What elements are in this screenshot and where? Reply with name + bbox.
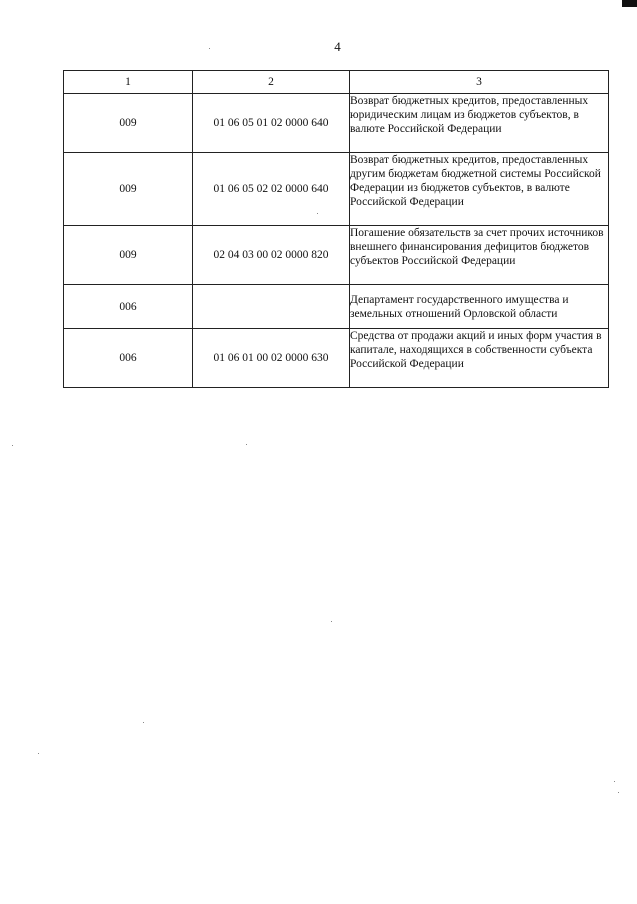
column-header-1: 1 (64, 71, 193, 94)
description-cell: Департамент государственного имущества и земельных отношений Орловской области (350, 285, 609, 329)
description-cell: Погашение обязательств за счет прочих источников внешнего финансирования дефицитов бюджетов субъектов Российской Федерации (350, 226, 609, 285)
scan-speck (614, 781, 615, 782)
scan-speck (143, 722, 144, 723)
scan-speck (618, 792, 619, 793)
scan-speck (38, 753, 39, 754)
table-row (64, 329, 609, 388)
classification-code-cell: 01 06 01 00 02 0000 630 (193, 329, 350, 388)
admin-code-cell: 009 (64, 226, 193, 285)
description-cell: Возврат бюджетных кредитов, предоставленных другим бюджетам бюджетной системы Российской Федерации из бюджетов субъектов, в валюте Российской Федерации (350, 153, 609, 226)
admin-code-cell: 009 (64, 153, 193, 226)
admin-code-cell: 009 (64, 94, 193, 153)
table-row (64, 94, 609, 153)
classification-code-cell: 01 06 05 02 02 0000 640 (193, 153, 350, 226)
description-cell: Возврат бюджетных кредитов, предоставленных юридическим лицам из бюджетов субъектов, в валюте Российской Федерации (350, 94, 609, 153)
description-cell: Средства от продажи акций и иных форм участия в капитале, находящихся в собственности субъекта Российской Федерации (350, 329, 609, 388)
scan-speck (317, 213, 318, 214)
scan-corner-mark (622, 0, 637, 7)
classification-code-cell: 01 06 05 01 02 0000 640 (193, 94, 350, 153)
page-number: 4 (334, 39, 341, 54)
table-header-row (64, 71, 609, 94)
budget-sources-table (63, 70, 609, 388)
scan-speck (246, 444, 247, 445)
classification-code-cell (193, 285, 350, 329)
classification-code-cell: 02 04 03 00 02 0000 820 (193, 226, 350, 285)
admin-code-cell: 006 (64, 285, 193, 329)
table-row (64, 226, 609, 285)
table-row (64, 153, 609, 226)
table-row (64, 285, 609, 329)
admin-code-cell: 006 (64, 329, 193, 388)
column-header-2: 2 (193, 71, 350, 94)
scan-speck (209, 48, 210, 49)
column-header-3: 3 (350, 71, 609, 94)
scan-speck (331, 621, 332, 622)
scan-speck (12, 445, 13, 446)
